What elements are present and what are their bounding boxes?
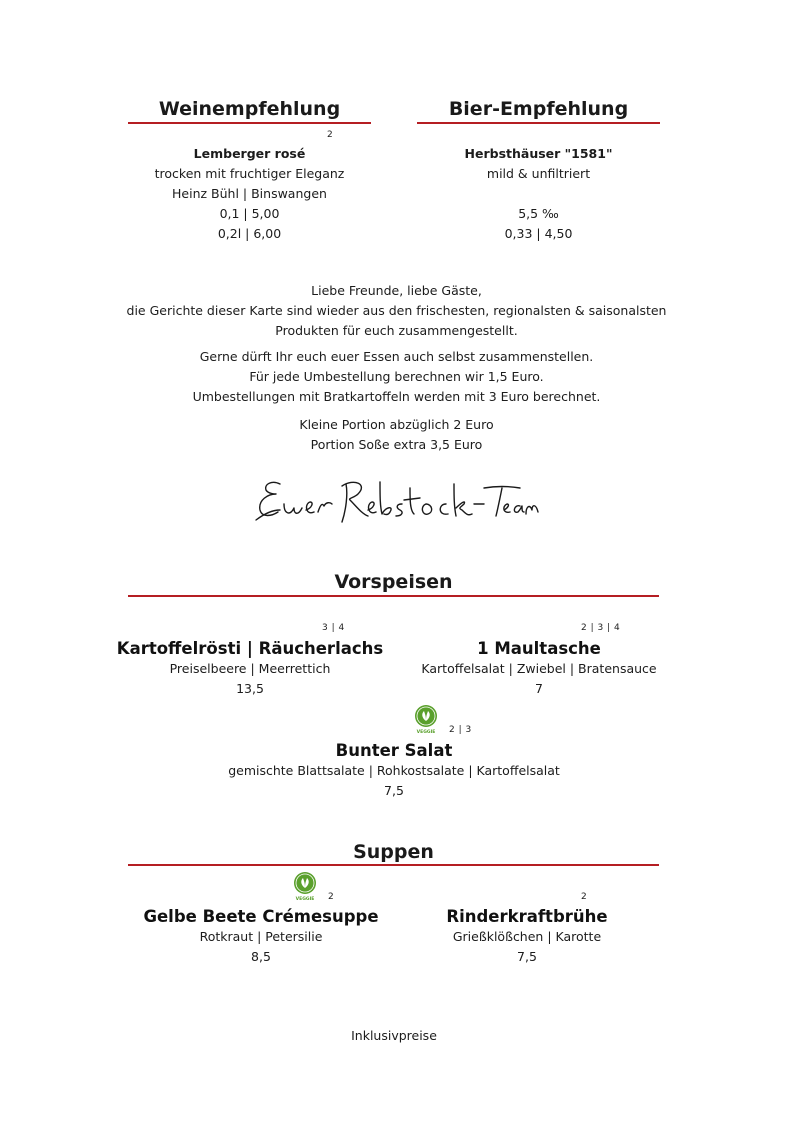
dish-price: 7,5 (517, 949, 537, 964)
soup-item-1 (111, 907, 411, 967)
starter-1-allergen-note: 3 | 4 (322, 623, 345, 633)
signature (250, 470, 540, 530)
soups-divider (128, 864, 659, 866)
intro-paragraph-3 (100, 415, 693, 455)
dish-description: Preiselbeere | Meerrettich (169, 661, 331, 676)
dish-description: Grießklößchen | Karotte (452, 929, 602, 944)
dish-price: 7,5 (384, 783, 404, 798)
dish-name: Rinderkraftbrühe (446, 907, 608, 926)
veggie-badge (413, 704, 439, 734)
intro-line: Umbestellungen mit Bratkartoffeln werden mit 3 Euro berechnet. (192, 389, 601, 404)
intro-line: Für jede Umbestellung berechnen wir 1,5 Euro. (249, 369, 544, 384)
soup-item-2 (377, 907, 677, 967)
starters-heading: Vorspeisen (334, 571, 453, 593)
wine-heading: Weinempfehlung (158, 98, 341, 120)
leaf-icon (413, 704, 439, 734)
dish-description: Kartoffelsalat | Zwiebel | Bratensauce (421, 661, 657, 676)
wine-description: trocken mit fruchtiger Eleganz (154, 166, 345, 181)
beer-spacer (417, 184, 660, 204)
veggie-badge-label: VEGGIE (416, 730, 436, 734)
beer-price: 0,33 | 4,50 (504, 226, 573, 241)
beer-heading: Bier-Empfehlung (448, 98, 629, 120)
wine-price-small: 0,1 | 5,00 (219, 206, 280, 221)
veggie-badge (292, 871, 318, 901)
intro-line: Kleine Portion abzüglich 2 Euro (299, 417, 494, 432)
soup-2-allergen-note: 2 (581, 892, 588, 902)
beer-divider (417, 122, 660, 124)
intro-line: Portion Soße extra 3,5 Euro (310, 437, 483, 452)
dish-description: Rotkraut | Petersilie (199, 929, 323, 944)
starters-divider (128, 595, 659, 597)
intro-paragraph-1 (100, 281, 693, 341)
beer-description: mild & unfiltriert (486, 166, 591, 181)
beer-block (417, 144, 660, 244)
starter-item-1 (100, 639, 400, 699)
dish-price: 7 (535, 681, 543, 696)
intro-line: Produkten für euch zusammengestellt. (275, 323, 518, 338)
starter-3-allergen-note: 2 | 3 (449, 725, 472, 735)
dish-description: gemischte Blattsalate | Rohkostsalate | Kartoffelsalat (228, 763, 560, 778)
intro-line: Gerne dürft Ihr euch euer Essen auch selbst zusammenstellen. (199, 349, 594, 364)
starter-2-allergen-note: 2 | 3 | 4 (581, 623, 621, 633)
wine-producer: Heinz Bühl | Binswangen (172, 186, 327, 201)
soup-1-allergen-note: 2 (328, 892, 335, 902)
starter-item-2 (389, 639, 689, 699)
dish-name: 1 Maultasche (477, 639, 601, 658)
intro-line: Liebe Freunde, liebe Gäste, (311, 283, 482, 298)
wine-allergen-note: 2 (327, 130, 334, 140)
wine-block (128, 144, 371, 244)
dish-name: Gelbe Beete Crémesuppe (143, 907, 379, 926)
dish-price: 13,5 (236, 681, 264, 696)
dish-name: Bunter Salat (335, 741, 453, 760)
leaf-icon (292, 871, 318, 901)
intro-line: die Gerichte dieser Karte sind wieder aus den frischesten, regionalsten & saisonalsten (126, 303, 667, 318)
footer-note: Inklusivpreise (351, 1028, 437, 1043)
beer-name: Herbsthäuser "1581" (464, 146, 613, 161)
wine-name: Lemberger rosé (193, 146, 306, 161)
dish-price: 8,5 (251, 949, 271, 964)
intro-paragraph-2 (100, 347, 693, 407)
wine-price-large: 0,2l | 6,00 (217, 226, 282, 241)
soups-heading: Suppen (353, 841, 434, 863)
beer-alcohol: 5,5 ‰ (518, 206, 559, 221)
veggie-badge-label: VEGGIE (295, 897, 315, 901)
dish-name: Kartoffelrösti | Räucherlachs (116, 639, 384, 658)
wine-divider (128, 122, 371, 124)
starter-item-3 (194, 741, 594, 801)
